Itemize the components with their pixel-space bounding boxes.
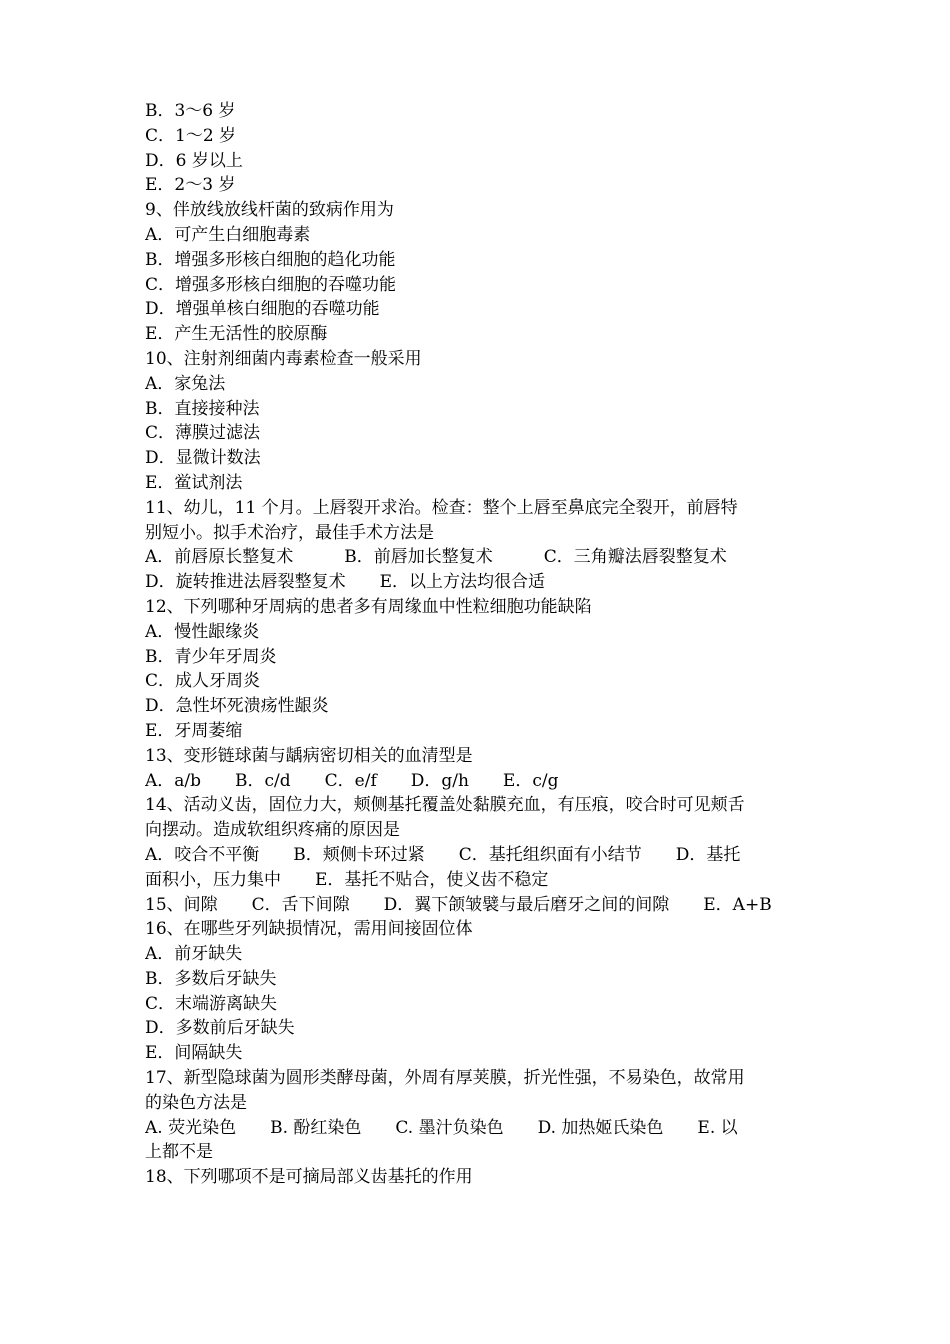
text-line: 面积小，压力集中 E．基托不贴合，使义齿不稳定	[145, 869, 549, 890]
text-line: A．慢性龈缘炎	[145, 621, 260, 642]
text-line: E．牙周萎缩	[145, 720, 243, 741]
text-line: D．增强单核白细胞的吞噬功能	[145, 299, 380, 320]
question-12: 12、下列哪种牙周病的患者多有周缘血中性粒细胞功能缺陷	[145, 596, 592, 617]
text-line: E．2～3 岁	[145, 175, 236, 196]
question-16: 16、在哪些牙列缺损情况，需用间接固位体	[145, 919, 473, 940]
question-14: 14、活动义齿，固位力大，颊侧基托覆盖处黏膜充血，有压痕，咬合时可见颊舌	[145, 795, 745, 816]
text-line: A．家兔法	[145, 373, 226, 394]
question-11: 11、幼儿，11 个月。上唇裂开求治。检查：整个上唇至鼻底完全裂开，前唇特	[145, 497, 738, 518]
text-line: 的染色方法是	[145, 1092, 247, 1113]
text-line: C．成人牙周炎	[145, 671, 261, 692]
text-line: 向摆动。造成软组织疼痛的原因是	[145, 820, 400, 841]
text-line: C．薄膜过滤法	[145, 423, 261, 444]
text-line: E．鲎试剂法	[145, 472, 243, 493]
question-18: 18、下列哪项不是可摘局部义齿基托的作用	[145, 1167, 473, 1188]
text-line: 别短小。拟手术治疗，最佳手术方法是	[145, 522, 434, 543]
text-line: A．可产生白细胞毒素	[145, 224, 311, 245]
text-line: 上都不是	[145, 1142, 213, 1163]
text-line: B．青少年牙周炎	[145, 646, 277, 667]
text-line: A．前牙缺失	[145, 944, 243, 965]
text-line: D．6 岁以上	[145, 150, 243, 171]
text-line: D．多数前后牙缺失	[145, 1018, 295, 1039]
text-line: A. 荧光染色 B. 酚红染色 C. 墨汁负染色 D. 加热姬氏染色 E. 以	[145, 1117, 738, 1138]
text-line: B．直接接种法	[145, 398, 260, 419]
question-9: 9、伴放线放线杆菌的致病作用为	[145, 200, 394, 221]
text-line: A．前唇原长整复术 B．前唇加长整复术 C．三角瓣法唇裂整复术	[145, 547, 727, 568]
text-line: B．3～6 岁	[145, 101, 236, 121]
text-line: D．急性坏死溃疡性龈炎	[145, 696, 329, 717]
text-line: B．多数后牙缺失	[145, 968, 277, 989]
text-line: E．间隔缺失	[145, 1043, 243, 1064]
text-line: C．末端游离缺失	[145, 993, 278, 1014]
text-line: D．旋转推进法唇裂整复术 E．以上方法均很合适	[145, 572, 546, 593]
question-10: 10、注射剂细菌内毒素检查一般采用	[145, 348, 422, 369]
question-15: 15、间隙 C．舌下间隙 D．翼下颌皱襞与最后磨牙之间的间隙 E．A+B	[145, 894, 772, 915]
question-17: 17、新型隐球菌为圆形类酵母菌，外周有厚荚膜，折光性强，不易染色，故常用	[145, 1068, 745, 1089]
text-line: C．1～2 岁	[145, 125, 237, 146]
text-line: A．a/b B．c/d C．e/f D．g/h E．c/g	[145, 770, 559, 791]
text-line: B．增强多形核白细胞的趋化功能	[145, 249, 396, 270]
document-page	[145, 99, 825, 1190]
text-line: A．咬合不平衡 B．颊侧卡环过紧 C．基托组织面有小结节 D．基托	[145, 844, 741, 865]
text-line: E．产生无活性的胶原酶	[145, 324, 328, 345]
text-line: C．增强多形核白细胞的吞噬功能	[145, 274, 397, 295]
question-13: 13、变形链球菌与龋病密切相关的血清型是	[145, 745, 473, 766]
text-line: D．显微计数法	[145, 448, 261, 469]
